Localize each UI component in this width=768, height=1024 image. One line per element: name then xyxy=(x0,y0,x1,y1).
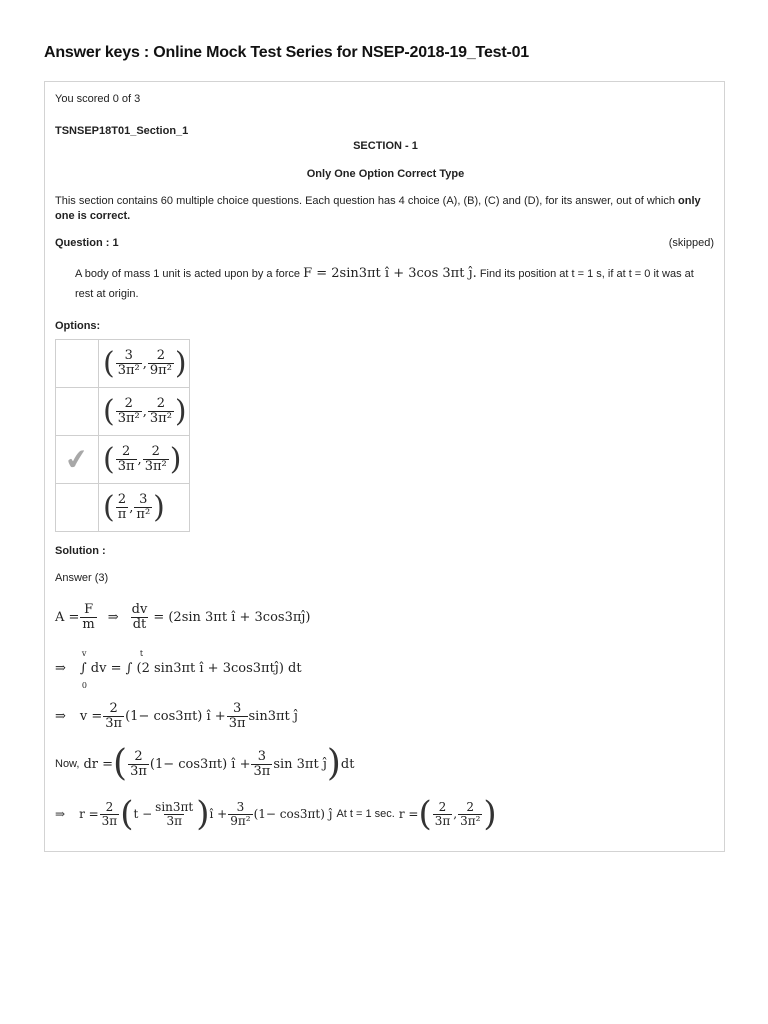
option-marker xyxy=(56,436,99,484)
section-heading: SECTION - 1 xyxy=(353,140,418,152)
instructions-text: This section contains 60 multiple choice questions. Each question has 4 choice (A), (B), (C) and (D), for its answer, out of which xyxy=(55,195,675,207)
solution-line-5: ⇒ r = $\frac{2}{3\pi}$ ( t − $\frac{\sin 3\pi t}{3\pi}$ ) î + $\frac{3}{\text{9π²}}$ (1− cos3πt) ĵ At t = 1 sec. r = ( $\frac{2}{3\pi}$ , $\frac{2}{\text{3π²}}$ ) xyxy=(55,794,497,834)
option-marker xyxy=(56,484,99,532)
question-text-after: Find its position at t = 1 s, if at t = 0 it was at rest at origin. xyxy=(75,268,694,300)
option-value: ( $\frac{2}{\text{3π²}}$ , $\frac{2}{\text{3π²}}$ ) xyxy=(99,388,190,436)
checkmark-icon: ✔ xyxy=(63,442,91,477)
question-text-before: A body of mass 1 unit is acted upon by a force xyxy=(75,268,301,280)
solution-line-2: ⇒ v 0 t ∫ dv = ∫ (2 sin3πt î + 3cos3πtĵ) dt xyxy=(55,648,302,690)
option-row xyxy=(56,388,190,436)
solution-label: Solution : xyxy=(55,545,106,557)
options-table xyxy=(55,339,190,532)
question-text xyxy=(75,264,715,304)
page-title: Answer keys : Online Mock Test Series for NSEP-2018-19_Test-01 xyxy=(44,44,529,61)
option-marker xyxy=(56,388,99,436)
question-status: (skipped) xyxy=(668,237,714,249)
answer-text: Answer (3) xyxy=(55,572,109,584)
solution-line-4: Now, dr = ( $\frac{2}{3\pi}$ (1− cos3πt) î + $\frac{3}{3\pi}$ sin 3πt ĵ ) dt xyxy=(55,743,355,784)
question-label: Question : 1 xyxy=(55,237,119,249)
section-instructions xyxy=(55,194,717,224)
option-marker xyxy=(56,340,99,388)
answer-card xyxy=(44,81,725,852)
solution-line-1: A = $\frac{F}{m}$ ⇒ $\frac{dv}{dt}$ = (2sin 3πt î + 3cos3πĵ) xyxy=(55,601,311,632)
force-expression: F = 2sin3πt î + 3cos 3πt ĵ. xyxy=(303,266,477,281)
options-label: Options: xyxy=(55,320,101,332)
section-id: TSNSEP18T01_Section_1 xyxy=(55,125,189,137)
option-value: ( $\frac{2}{\pi}$ , $\frac{3}{\text{π²}}$ ) xyxy=(99,484,190,532)
option-value: ( $\frac{3}{\text{3π²}}$ , $\frac{2}{\text{9π²}}$ ) xyxy=(99,340,190,388)
option-row-correct xyxy=(56,436,190,484)
section-type: Only One Option Correct Type xyxy=(306,168,465,180)
option-value: ( $\frac{2}{3\pi}$ , $\frac{2}{\text{3π²}}$ ) xyxy=(99,436,190,484)
option-row xyxy=(56,484,190,532)
solution-line-3: ⇒ v = $\frac{2}{3\pi}$ (1− cos3πt) î + $\frac{3}{3\pi}$ sin3πt ĵ xyxy=(55,700,298,731)
option-row xyxy=(56,340,190,388)
score-text: You scored 0 of 3 xyxy=(55,93,141,105)
instructions-bold: only one is correct. xyxy=(55,195,701,222)
